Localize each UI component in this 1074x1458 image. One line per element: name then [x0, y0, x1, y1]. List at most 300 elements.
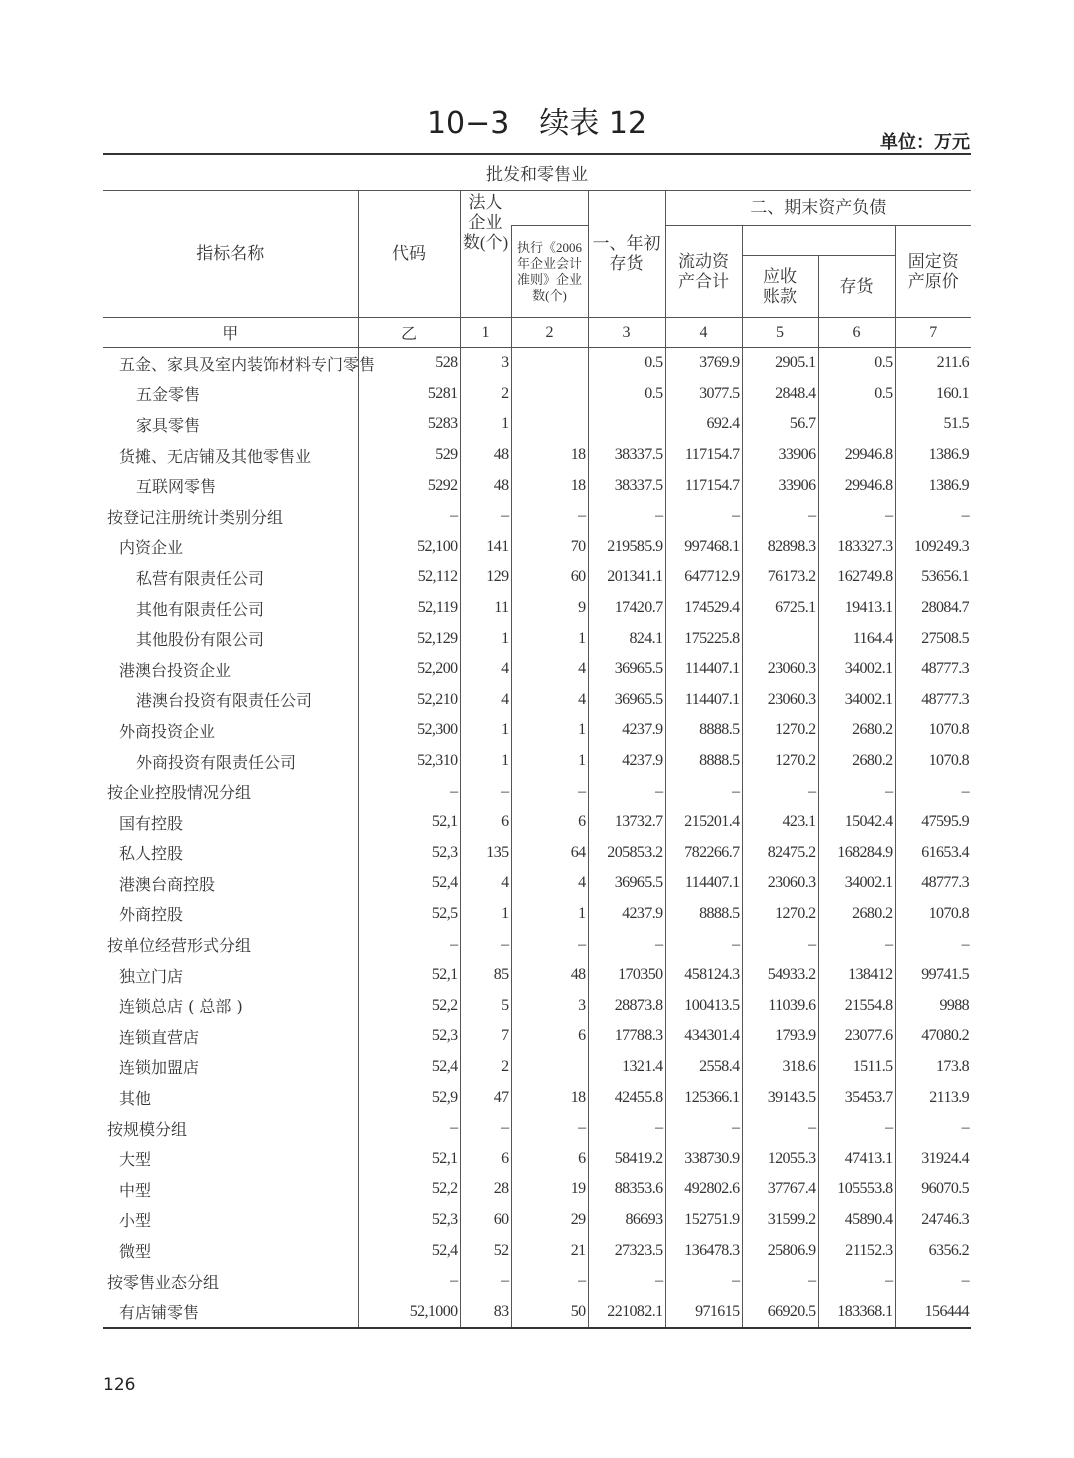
- cell-value: 173.8: [895, 1052, 971, 1083]
- cell-value: 56.7: [742, 409, 818, 440]
- cell-value: –: [511, 501, 588, 532]
- cell-value: 52,129: [358, 623, 460, 654]
- row-label: 港澳台商控股: [119, 874, 216, 894]
- cell-value: 6: [511, 807, 588, 838]
- row-label: 连锁直营店: [119, 1027, 200, 1047]
- cell-value: 52,210: [358, 685, 460, 716]
- cell-value: –: [895, 929, 971, 960]
- cell-value: 205853.2: [588, 838, 665, 869]
- cell-value: 54933.2: [742, 960, 818, 991]
- index-cell: 6: [818, 318, 895, 348]
- cell-value: 0.5: [588, 348, 665, 379]
- cell-value: 34002.1: [818, 868, 895, 899]
- row-label: 按单位经营形式分组: [107, 936, 252, 956]
- row-label: 内资企业: [119, 538, 184, 558]
- table-row: [103, 990, 971, 1021]
- cell-value: 28: [460, 1174, 511, 1205]
- header-balance-group: 二、期末资产负债: [665, 191, 971, 226]
- cell-value: 18: [511, 1082, 588, 1113]
- cell-value: 52,2: [358, 1174, 460, 1205]
- table-row: [103, 715, 971, 746]
- row-label: 私营有限责任公司: [136, 568, 265, 588]
- cell-value: 1: [460, 715, 511, 746]
- cell-value: 11: [460, 593, 511, 624]
- cell-value: 52,3: [358, 1205, 460, 1236]
- cell-value: 86693: [588, 1205, 665, 1236]
- row-label: 中型: [119, 1180, 152, 1200]
- cell-value: 36965.5: [588, 685, 665, 716]
- cell-value: 21: [511, 1235, 588, 1266]
- cell-value: –: [818, 501, 895, 532]
- cell-value: 12055.3: [742, 1143, 818, 1174]
- row-label: 独立门店: [119, 966, 184, 986]
- cell-value: 52,9: [358, 1082, 460, 1113]
- cell-value: 42455.8: [588, 1082, 665, 1113]
- cell-value: 48: [511, 960, 588, 991]
- cell-value: 17788.3: [588, 1021, 665, 1052]
- table-row: [103, 746, 971, 777]
- cell-value: –: [588, 929, 665, 960]
- cell-value: 1: [511, 746, 588, 777]
- cell-value: 6: [460, 807, 511, 838]
- cell-value: 1321.4: [588, 1052, 665, 1083]
- cell-value: –: [818, 929, 895, 960]
- cell-value: –: [818, 1266, 895, 1297]
- cell-value: 0.5: [818, 379, 895, 410]
- cell-value: –: [460, 776, 511, 807]
- cell-value: 23077.6: [818, 1021, 895, 1052]
- cell-value: 211.6: [895, 348, 971, 379]
- cell-value: 7: [460, 1021, 511, 1052]
- cell-value: 318.6: [742, 1052, 818, 1083]
- cell-value: 52,112: [358, 562, 460, 593]
- cell-value: 136478.3: [665, 1235, 742, 1266]
- row-label: 按企业控股情况分组: [107, 783, 252, 803]
- cell-value: 36965.5: [588, 868, 665, 899]
- cell-value: 24746.3: [895, 1205, 971, 1236]
- cell-value: 17420.7: [588, 593, 665, 624]
- table-row: [103, 1113, 971, 1144]
- cell-value: 52,4: [358, 1235, 460, 1266]
- cell-value: 21554.8: [818, 990, 895, 1021]
- cell-value: 19413.1: [818, 593, 895, 624]
- cell-value: 48: [460, 470, 511, 501]
- header-current-assets-sub-spacer: [742, 226, 895, 256]
- cell-value: 3: [511, 990, 588, 1021]
- cell-value: –: [358, 1266, 460, 1297]
- cell-value: 2680.2: [818, 899, 895, 930]
- cell-value: 8888.5: [665, 899, 742, 930]
- cell-value: 8888.5: [665, 746, 742, 777]
- row-label: 连锁加盟店: [119, 1058, 200, 1078]
- cell-value: 4237.9: [588, 715, 665, 746]
- cell-value: 3077.5: [665, 379, 742, 410]
- cell-value: –: [358, 776, 460, 807]
- table-row: [103, 379, 971, 410]
- header-fixed-assets: 固定资产原价: [895, 226, 971, 318]
- cell-value: 23060.3: [742, 868, 818, 899]
- index-cell: 4: [665, 318, 742, 348]
- cell-value: 50: [511, 1296, 588, 1328]
- cell-value: 29946.8: [818, 470, 895, 501]
- cell-value: –: [818, 776, 895, 807]
- cell-value: 109249.3: [895, 532, 971, 563]
- table-body: [103, 348, 971, 1329]
- cell-value: 60: [460, 1205, 511, 1236]
- statistics-table: [103, 153, 971, 1329]
- table-row: [103, 409, 971, 440]
- table-row: [103, 470, 971, 501]
- cell-value: 88353.6: [588, 1174, 665, 1205]
- cell-value: 492802.6: [665, 1174, 742, 1205]
- table-row: [103, 1266, 971, 1297]
- cell-value: 52,1000: [358, 1296, 460, 1328]
- cell-value: 82475.2: [742, 838, 818, 869]
- cell-value: 70: [511, 532, 588, 563]
- table-row: [103, 1174, 971, 1205]
- cell-value: 15042.4: [818, 807, 895, 838]
- table-row: [103, 348, 971, 379]
- header-opening-inventory: 一、年初存货: [588, 191, 665, 318]
- cell-value: 160.1: [895, 379, 971, 410]
- row-label: 互联网零售: [136, 477, 217, 497]
- cell-value: 33906: [742, 470, 818, 501]
- cell-value: [511, 409, 588, 440]
- index-cell: 7: [895, 318, 971, 348]
- cell-value: 60: [511, 562, 588, 593]
- row-label: 按登记注册统计类别分组: [107, 507, 284, 527]
- cell-value: –: [818, 1113, 895, 1144]
- cell-value: 114407.1: [665, 654, 742, 685]
- cell-value: 2680.2: [818, 715, 895, 746]
- cell-value: 48: [460, 440, 511, 471]
- statistics-table-container: [103, 153, 971, 1329]
- cell-value: –: [460, 1113, 511, 1144]
- cell-value: 1: [460, 746, 511, 777]
- cell-value: 52: [460, 1235, 511, 1266]
- header-firms-2006: 执行《2006年企业会计准则》企业数(个): [511, 226, 588, 318]
- cell-value: 83: [460, 1296, 511, 1328]
- cell-value: 9988: [895, 990, 971, 1021]
- unit-label: 单位：万元: [880, 132, 970, 153]
- cell-value: 997468.1: [665, 532, 742, 563]
- row-label: 其他股份有限公司: [136, 630, 265, 650]
- cell-value: 183368.1: [818, 1296, 895, 1328]
- cell-value: 25806.9: [742, 1235, 818, 1266]
- cell-value: 0.5: [818, 348, 895, 379]
- cell-value: –: [895, 776, 971, 807]
- cell-value: 1793.9: [742, 1021, 818, 1052]
- table-row: [103, 532, 971, 563]
- cell-value: 35453.7: [818, 1082, 895, 1113]
- index-cell: 2: [511, 318, 588, 348]
- cell-value: 53656.1: [895, 562, 971, 593]
- table-row: [103, 929, 971, 960]
- cell-value: –: [742, 776, 818, 807]
- cell-value: 29: [511, 1205, 588, 1236]
- table-row: [103, 1052, 971, 1083]
- table-row: [103, 1082, 971, 1113]
- cell-value: 1: [460, 409, 511, 440]
- cell-value: 9: [511, 593, 588, 624]
- cell-value: 114407.1: [665, 868, 742, 899]
- cell-value: 129: [460, 562, 511, 593]
- cell-value: 2: [460, 1052, 511, 1083]
- cell-value: [511, 379, 588, 410]
- cell-value: 4237.9: [588, 746, 665, 777]
- table-row: [103, 440, 971, 471]
- row-label: 外商投资有限责任公司: [136, 752, 297, 772]
- table-row: [103, 960, 971, 991]
- cell-value: 5283: [358, 409, 460, 440]
- index-cell: 乙: [358, 318, 460, 348]
- cell-value: 52,1: [358, 1143, 460, 1174]
- cell-value: 38337.5: [588, 470, 665, 501]
- cell-value: 647712.9: [665, 562, 742, 593]
- cell-value: 100413.5: [665, 990, 742, 1021]
- cell-value: 47: [460, 1082, 511, 1113]
- cell-value: 52,2: [358, 990, 460, 1021]
- cell-value: 1070.8: [895, 899, 971, 930]
- row-label: 家具零售: [136, 415, 201, 435]
- cell-value: 4: [511, 654, 588, 685]
- cell-value: 174529.4: [665, 593, 742, 624]
- cell-value: –: [588, 501, 665, 532]
- cell-value: –: [460, 929, 511, 960]
- cell-value: –: [742, 1266, 818, 1297]
- row-label: 五金零售: [136, 385, 201, 405]
- row-label: 小型: [119, 1211, 152, 1231]
- cell-value: 1270.2: [742, 715, 818, 746]
- table-row: [103, 685, 971, 716]
- cell-value: 52,119: [358, 593, 460, 624]
- cell-value: 18: [511, 440, 588, 471]
- cell-value: [742, 623, 818, 654]
- cell-value: 529: [358, 440, 460, 471]
- cell-value: 82898.3: [742, 532, 818, 563]
- row-label: 港澳台投资有限责任公司: [136, 691, 313, 711]
- cell-value: –: [742, 929, 818, 960]
- cell-value: 971615: [665, 1296, 742, 1328]
- table-row: [103, 838, 971, 869]
- cell-value: 48777.3: [895, 654, 971, 685]
- cell-value: –: [460, 501, 511, 532]
- table-title: 10−3 续表 12: [426, 106, 648, 141]
- cell-value: 52,310: [358, 746, 460, 777]
- cell-value: –: [742, 501, 818, 532]
- cell-value: –: [895, 501, 971, 532]
- cell-value: 58419.2: [588, 1143, 665, 1174]
- cell-value: 1: [460, 899, 511, 930]
- cell-value: –: [665, 929, 742, 960]
- cell-value: 18: [511, 470, 588, 501]
- cell-value: 21152.3: [818, 1235, 895, 1266]
- cell-value: 99741.5: [895, 960, 971, 991]
- cell-value: 528: [358, 348, 460, 379]
- cell-value: 47595.9: [895, 807, 971, 838]
- cell-value: 692.4: [665, 409, 742, 440]
- cell-value: 48777.3: [895, 685, 971, 716]
- cell-value: –: [511, 1266, 588, 1297]
- cell-value: 52,1: [358, 960, 460, 991]
- header-current-assets: 流动资产合计: [665, 226, 742, 318]
- cell-value: –: [588, 1113, 665, 1144]
- cell-value: [818, 409, 895, 440]
- cell-value: 27508.5: [895, 623, 971, 654]
- header-receivables: 应收账款: [742, 256, 818, 318]
- row-label: 按规模分组: [107, 1119, 188, 1139]
- cell-value: 138412: [818, 960, 895, 991]
- cell-value: 52,200: [358, 654, 460, 685]
- cell-value: 117154.7: [665, 440, 742, 471]
- cell-value: 152751.9: [665, 1205, 742, 1236]
- cell-value: 183327.3: [818, 532, 895, 563]
- cell-value: 1: [511, 623, 588, 654]
- cell-value: 6356.2: [895, 1235, 971, 1266]
- cell-value: –: [358, 1113, 460, 1144]
- header-firms-spacer: [511, 191, 588, 226]
- cell-value: 6725.1: [742, 593, 818, 624]
- cell-value: 6: [511, 1143, 588, 1174]
- cell-value: –: [358, 501, 460, 532]
- cell-value: –: [665, 776, 742, 807]
- cell-value: 4237.9: [588, 899, 665, 930]
- cell-value: 434301.4: [665, 1021, 742, 1052]
- cell-value: 61653.4: [895, 838, 971, 869]
- cell-value: 135: [460, 838, 511, 869]
- cell-value: [588, 409, 665, 440]
- cell-value: 201341.1: [588, 562, 665, 593]
- cell-value: 23060.3: [742, 685, 818, 716]
- row-label: 外商投资企业: [119, 721, 216, 741]
- cell-value: 51.5: [895, 409, 971, 440]
- cell-value: 114407.1: [665, 685, 742, 716]
- cell-value: 1270.2: [742, 899, 818, 930]
- cell-value: 34002.1: [818, 654, 895, 685]
- table-row: [103, 807, 971, 838]
- cell-value: 4: [511, 685, 588, 716]
- table-row: [103, 1235, 971, 1266]
- table-row: [103, 868, 971, 899]
- cell-value: 34002.1: [818, 685, 895, 716]
- cell-value: 23060.3: [742, 654, 818, 685]
- cell-value: 47080.2: [895, 1021, 971, 1052]
- cell-value: 824.1: [588, 623, 665, 654]
- row-label: 五金、家具及室内装饰材料专门零售: [119, 354, 376, 374]
- cell-value: 52,5: [358, 899, 460, 930]
- cell-value: 1: [511, 899, 588, 930]
- row-label: 港澳台投资企业: [119, 660, 232, 680]
- cell-value: 2558.4: [665, 1052, 742, 1083]
- cell-value: 31924.4: [895, 1143, 971, 1174]
- cell-value: 168284.9: [818, 838, 895, 869]
- cell-value: 13732.7: [588, 807, 665, 838]
- cell-value: 52,300: [358, 715, 460, 746]
- cell-value: 96070.5: [895, 1174, 971, 1205]
- cell-value: 52,4: [358, 868, 460, 899]
- cell-value: 117154.7: [665, 470, 742, 501]
- cell-value: 31599.2: [742, 1205, 818, 1236]
- cell-value: 8888.5: [665, 715, 742, 746]
- cell-value: –: [665, 1113, 742, 1144]
- cell-value: 156444: [895, 1296, 971, 1328]
- row-label: 按零售业态分组: [107, 1272, 220, 1292]
- table-row: [103, 593, 971, 624]
- index-cell: 3: [588, 318, 665, 348]
- cell-value: 52,1: [358, 807, 460, 838]
- cell-value: 1070.8: [895, 746, 971, 777]
- cell-value: –: [665, 501, 742, 532]
- cell-value: 6: [460, 1143, 511, 1174]
- table-row: [103, 562, 971, 593]
- cell-value: –: [511, 1113, 588, 1144]
- cell-value: 29946.8: [818, 440, 895, 471]
- table-row: [103, 623, 971, 654]
- cell-value: 5292: [358, 470, 460, 501]
- cell-value: 423.1: [742, 807, 818, 838]
- cell-value: 4: [460, 685, 511, 716]
- cell-value: 175225.8: [665, 623, 742, 654]
- row-label: 连锁总店 ( 总部 ): [119, 997, 243, 1017]
- cell-value: 4: [511, 868, 588, 899]
- cell-value: –: [460, 1266, 511, 1297]
- row-label: 其他有限责任公司: [136, 599, 265, 619]
- cell-value: 1164.4: [818, 623, 895, 654]
- row-label: 货摊、无店铺及其他零售业: [119, 446, 312, 466]
- cell-value: –: [511, 776, 588, 807]
- sector-header: 批发和零售业: [103, 154, 971, 191]
- cell-value: 2848.4: [742, 379, 818, 410]
- cell-value: 3: [460, 348, 511, 379]
- table-row: [103, 654, 971, 685]
- cell-value: 33906: [742, 440, 818, 471]
- cell-value: 52,3: [358, 1021, 460, 1052]
- cell-value: 1: [511, 715, 588, 746]
- table-row: [103, 501, 971, 532]
- cell-value: 4: [460, 654, 511, 685]
- cell-value: 221082.1: [588, 1296, 665, 1328]
- cell-value: 0.5: [588, 379, 665, 410]
- cell-value: 219585.9: [588, 532, 665, 563]
- cell-value: 1270.2: [742, 746, 818, 777]
- header-name: 指标名称: [103, 191, 358, 318]
- cell-value: 37767.4: [742, 1174, 818, 1205]
- cell-value: –: [588, 1266, 665, 1297]
- cell-value: –: [665, 1266, 742, 1297]
- row-label: 外商控股: [119, 905, 184, 925]
- header-inventory: 存货: [818, 256, 895, 318]
- cell-value: 338730.9: [665, 1143, 742, 1174]
- cell-value: 66920.5: [742, 1296, 818, 1328]
- row-label: 微型: [119, 1242, 152, 1262]
- cell-value: [511, 1052, 588, 1083]
- header-firms: 法人企业数(个): [460, 191, 511, 318]
- cell-value: 48777.3: [895, 868, 971, 899]
- cell-value: –: [895, 1113, 971, 1144]
- cell-value: –: [742, 1113, 818, 1144]
- cell-value: 52,3: [358, 838, 460, 869]
- cell-value: 2680.2: [818, 746, 895, 777]
- cell-value: [511, 348, 588, 379]
- table-row: [103, 899, 971, 930]
- cell-value: –: [358, 929, 460, 960]
- cell-value: 1070.8: [895, 715, 971, 746]
- cell-value: 64: [511, 838, 588, 869]
- cell-value: 4: [460, 868, 511, 899]
- cell-value: 170350: [588, 960, 665, 991]
- table-row: [103, 776, 971, 807]
- cell-value: 5281: [358, 379, 460, 410]
